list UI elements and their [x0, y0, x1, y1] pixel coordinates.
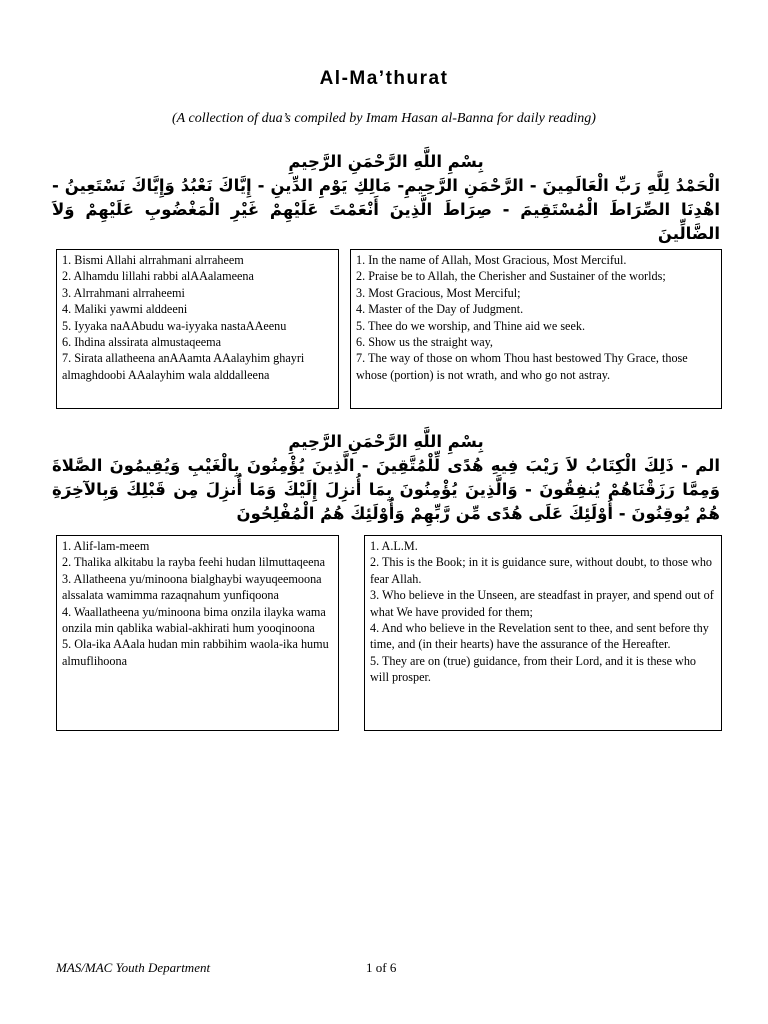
translit-line: 7. Sirata allatheena anAAamta AAalayhim ghayri almaghdoobi AAalayhim wala alddalleena [62, 351, 305, 382]
translit-line: 3. Allatheena yu/minoona bialghaybi wayuqeemoona alssalata wamimma razaqnahum yunfiqoona [62, 571, 322, 603]
translit-line: 4. Waallatheena yu/minoona bima onzila ilayka wama onzila min qablika wabial-akhirati hum yooqinoona [62, 604, 326, 636]
translation-line: 3. Who believe in the Unseen, are steadfast in prayer, and spend out of what We have provided for them; [370, 588, 714, 619]
arabic-passage-1 [52, 150, 720, 246]
page-title: Al-Ma’thurat [319, 68, 449, 89]
translation-box-1 [350, 249, 722, 409]
translit-line: 2. Alhamdu lillahi rabbi alAAalameena [62, 269, 254, 284]
translit-line: 5. Ola-ika AAala hudan min rabbihim waola-ika humu almuflihoona [62, 637, 329, 668]
translation-line: 2. This is the Book; in it is guidance sure, without doubt, to those who fear Allah. [370, 555, 713, 586]
arabic-bismillah-1: بِسْمِ اللَّهِ الرَّحْمَنِ الرَّحِيمِ [288, 152, 484, 171]
translit-line: 4. Maliki yawmi alddeeni [62, 302, 188, 317]
arabic-passage-2 [52, 430, 720, 526]
translation-line: 7. The way of those on whom Thou hast bestowed Thy Grace, those whose (portion) is not wrath, and who go not astray. [356, 351, 688, 382]
transliteration-box-2 [56, 535, 339, 731]
page-subtitle: (A collection of dua’s compiled by Imam Hasan al-Banna for daily reading) [172, 111, 596, 126]
translation-line: 5. Thee do we worship, and Thine aid we seek. [356, 318, 586, 333]
translation-box-2 [364, 535, 722, 731]
arabic-verses-2: الم - ذَلِكَ الْكِتَابُ لاَ رَيْبَ فِيهِ هُدًى لِّلْمُتَّقِينَ - الَّذِينَ يُؤْمِنُونَ بِالْغَيْبِ وَيُقِيمُونَ الصَّلاةَ وَمِمَّا رَزَقْنَاهُمْ يُنفِقُونَ - وَالَّذِينَ يُؤْمِنُونَ بِمَا أُنزِلَ إِلَيْكَ وَمَا أُنزِلَ مِن قَبْلِكَ وَبِالآخِرَةِ هُمْ يُوقِنُونَ - أُوْلَئِكَ عَلَى هُدًى مِّن رَّبِّهِمْ وَأُوْلَئِكَ هُمُ الْمُفْلِحُونَ [52, 456, 720, 523]
translit-line: 6. Ihdina alssirata almustaqeema [62, 335, 222, 350]
translit-line: 5. Iyyaka naAAbudu wa-iyyaka nastaAAeenu [62, 318, 287, 333]
translit-line: 1. Bismi Allahi alrrahmani alrraheem [62, 253, 244, 267]
translation-line: 5. They are on (true) guidance, from their Lord, and it is these who will prosper. [370, 653, 697, 685]
translit-line: 2. Thalika alkitabu la rayba feehi hudan lilmuttaqeena [62, 555, 326, 570]
arabic-verses-1: الْحَمْدُ لِلَّهِ رَبِّ الْعَالَمِينَ - الرَّحْمَنِ الرَّحِيمِ- مَالِكِ يَوْمِ الدِّينِ - إِيَّاكَ نَعْبُدُ وَإِيَّاكَ نَسْتَعِينُ - اهْدِنَا الصِّرَاطَ الْمُسْتَقِيمَ - صِرَاطَ الَّذِينَ أَنْعَمْتَ عَلَيْهِمْ غَيْرِ الْمَغْضُوبِ عَلَيْهِمْ وَلاَ الضَّالِّينَ [52, 176, 720, 243]
translation-line: 2. Praise be to Allah, the Cherisher and Sustainer of the worlds; [356, 269, 666, 284]
translation-line: 1. A.L.M. [370, 539, 418, 553]
transliteration-box-1 [56, 249, 339, 409]
arabic-bismillah-2: بِسْمِ اللَّهِ الرَّحْمَنِ الرَّحِيمِ [288, 432, 484, 451]
translation-line: 1. In the name of Allah, Most Gracious, Most Merciful. [356, 253, 627, 267]
footer-department: MAS/MAC Youth Department [56, 960, 211, 975]
translit-line: 1. Alif-lam-meem [62, 539, 150, 553]
translation-line: 4. Master of the Day of Judgment. [356, 302, 524, 317]
footer-page-number: 1 of 6 [366, 960, 397, 975]
translit-line: 3. Alrrahmani alrraheemi [62, 285, 185, 300]
translation-line: 4. And who believe in the Revelation sent to thee, and sent before thy time, and (in their hearts) have the assurance of the Hereafter. [370, 621, 709, 652]
translation-line: 3. Most Gracious, Most Merciful; [356, 285, 521, 300]
translation-line: 6. Show us the straight way, [356, 335, 493, 350]
